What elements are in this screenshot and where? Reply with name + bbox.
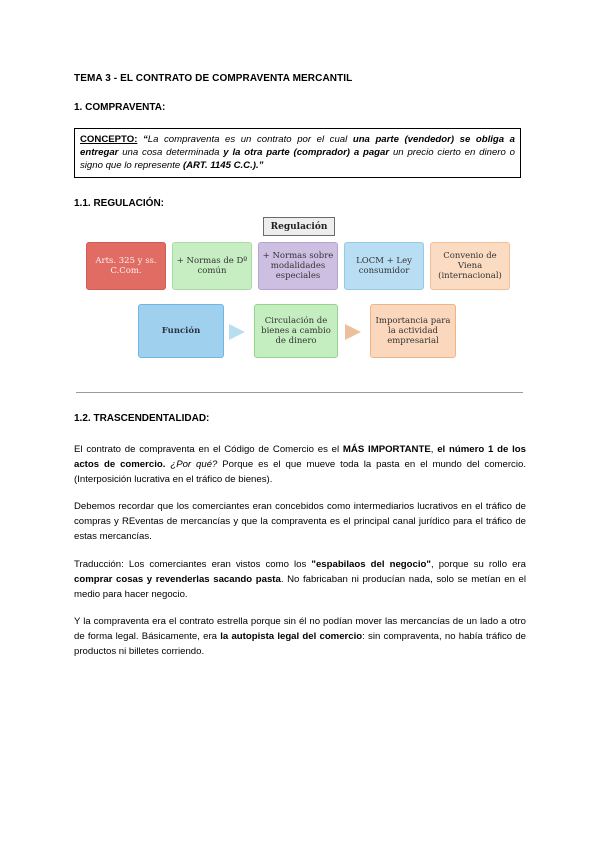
arrow-right-icon xyxy=(229,324,245,340)
paragraph-4 xyxy=(74,614,526,659)
document-title: TEMA 3 - EL CONTRATO DE COMPRAVENTA MERCANTIL xyxy=(74,73,353,84)
p1-text-b: MÁS IMPORTANTE xyxy=(342,444,431,455)
p4-text-b: la autopista legal del comercio xyxy=(220,631,363,642)
section-heading-regulacion: 1.1. REGULACIÓN: xyxy=(74,198,165,209)
concept-text-5: un precio cierto en dinero o signo que lo represente xyxy=(80,147,515,171)
p1-text-g: Porque es el que mueve toda la pasta en el mundo del comercio. (Interposición lucrativa en el tráfico de bienes). xyxy=(74,459,526,485)
diagram-box-viena: Convenio de Viena (internacional) xyxy=(430,242,510,290)
diagram-box-ccom: Arts. 325 y ss. C.Com. xyxy=(86,242,166,290)
p1-text-a: El contrato de compraventa en el Código de Comercio es el xyxy=(74,444,343,455)
paragraph-2: Debemos recordar que los comerciantes eran concebidos como intermediarios lucrativos en el tráfico de compras y REventas de mercancías y que la compraventa es el principal canal jurídico para el tráfico de estas mercancías. xyxy=(74,501,526,542)
diagram-box-circulacion: Circulación de bienes a cambio de dinero xyxy=(254,304,338,358)
p3-text-c: , porque su rollo era xyxy=(430,559,526,570)
paragraph-1 xyxy=(74,442,526,487)
concept-text-3: una cosa determinada xyxy=(118,147,224,158)
concept-text-1: La compraventa es un contrato por el cual xyxy=(147,134,353,145)
p3-text-a: Traducción: Los comerciantes eran vistos como los xyxy=(74,559,312,570)
concept-box xyxy=(74,128,521,178)
diagram-box-locm: LOCM + Ley consumidor xyxy=(344,242,424,290)
diagram-box-funcion: Función xyxy=(138,304,224,358)
paragraph-3 xyxy=(74,557,526,602)
diagram-box-modalidades: + Normas sobre modalidades especiales xyxy=(258,242,338,290)
p1-text-c: , xyxy=(430,444,438,455)
concept-quote-open: “ xyxy=(142,134,148,145)
p4-text-a: Y la compraventa era el contrato estrella porque sin él no podían mover las mercancías de un lado a otro de forma legal. Básicamente, era xyxy=(74,616,526,642)
horizontal-divider xyxy=(76,392,523,393)
section-heading-trascendentalidad: 1.2. TRASCENDENTALIDAD: xyxy=(74,413,210,424)
diagram-header: Regulación xyxy=(263,217,335,236)
p1-text-d: el número 1 de los actos de comercio. xyxy=(74,444,526,470)
p4-text-c: : sin compraventa, no había tráfico de productos ni billetes corriendo. xyxy=(74,631,527,657)
p3-text-e: . No fabricaban ni producían nada, solo se metían en el medio para hacer negocio. xyxy=(74,574,526,600)
p3-text-d: comprar cosas y revenderlas sacando pasta xyxy=(74,574,281,585)
concept-text-2: una parte (vendedor) se obliga a entregar xyxy=(80,134,515,158)
section-heading-compraventa: 1. COMPRAVENTA: xyxy=(74,102,166,113)
diagram-box-derecho-comun: + Normas de Dº común xyxy=(172,242,252,290)
concept-label: CONCEPTO: xyxy=(80,134,138,145)
concept-quote-close: ” xyxy=(258,160,264,171)
p1-text-f: ¿Por qué? xyxy=(170,459,218,470)
p3-text-b: "espabilaos del negocio" xyxy=(311,559,431,570)
concept-text-6: (ART. 1145 C.C.). xyxy=(182,160,259,171)
concept-text-4: y la otra parte (comprador) a pagar xyxy=(223,147,390,158)
diagram-box-importancia: Importancia para la actividad empresarial xyxy=(370,304,456,358)
arrow-right-icon xyxy=(345,324,361,340)
